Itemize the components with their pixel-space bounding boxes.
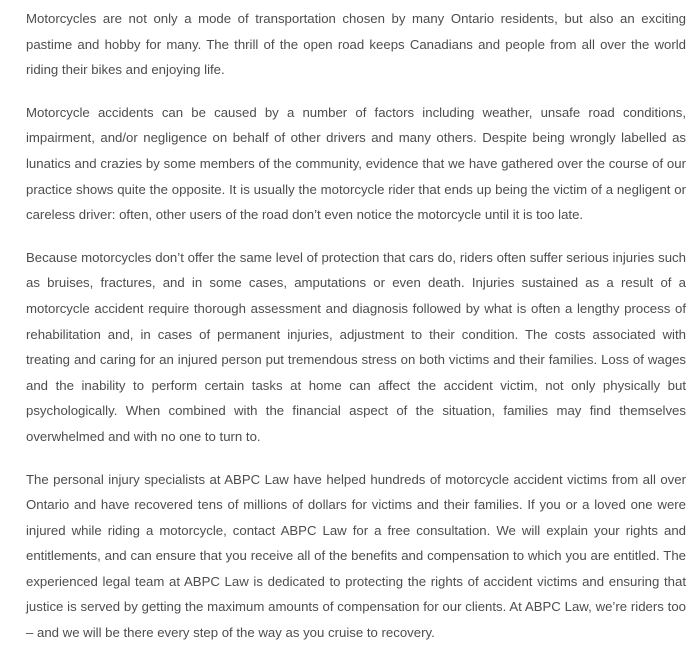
paragraph-intro: Motorcycles are not only a mode of transportation chosen by many Ontario residents, but also an exciting pastime and hobby for many. The thrill of the open road keeps Canadians and people from all over the world riding their bikes and enjoying life. (26, 11, 686, 78)
paragraph-causes: Motorcycle accidents can be caused by a number of factors including weather, unsafe road conditions, impairment, and/or negligence on behalf of other drivers and many others. Despite being wrongly labelled as lunatics and crazies by some members of the community, evidence that we have gathered over the course of our practice shows quite the opposite. It is usually the motorcycle rider that ends up being the victim of a negligent or careless driver: often, other users of the road don’t even notice the motorcycle until it is too late. (26, 104, 686, 223)
paragraph-abpc-law: The personal injury specialists at ABPC Law have helped hundreds of motorcycle accident victims from all over Ontario and have recovered tens of millions of dollars for victims and their families. If you or a loved one were injured while riding a motorcycle, contact ABPC Law for a free consultation. We will explain your rights and entitlements, and can ensure that you receive all of the benefits and compensation to which you are entitled. The experienced legal team at ABPC Law is dedicated to protecting the rights of accident victims and ensuring that justice is served by getting the maximum amounts of compensation for our clients. At ABPC Law, we’re riders too – and we will be there every step of the way as you cruise to recovery. (26, 471, 686, 641)
paragraph-injuries: Because motorcycles don’t offer the same level of protection that cars do, riders often suffer serious injuries such as bruises, fractures, and in some cases, amputations or even death. Injuries sustained as a result of a motorcycle accident require thorough assessment and diagnosis followed by what is often a lengthy process of rehabilitation and, in cases of permanent injuries, adjustment to their condition. The costs associated with treating and caring for an injured person put tremendous stress on both victims and their families. Loss of wages and the inability to perform certain tasks at home can affect the accident victim, not only physically but psychologically. When combined with the financial aspect of the situation, families may find themselves overwhelmed and with no one to turn to. (26, 249, 686, 444)
